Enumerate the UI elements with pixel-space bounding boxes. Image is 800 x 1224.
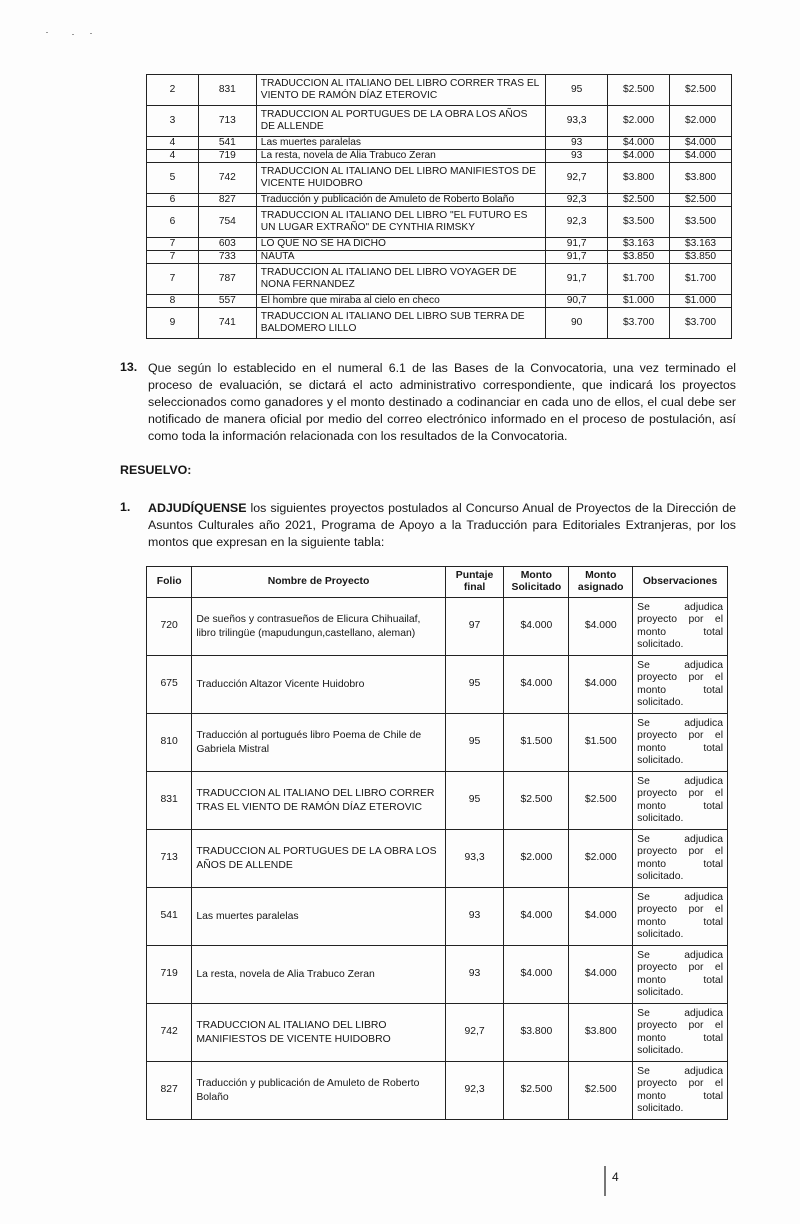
folio-cell: 827 [147,1062,192,1120]
requested-amount-cell: $1.700 [608,264,670,295]
folio-cell: 831 [147,772,192,830]
rank-cell: 4 [147,150,199,163]
requested-amount-cell: $4.000 [608,150,670,163]
project-name-cell: Traducción y publicación de Amuleto de Roberto Bolaño [256,194,545,207]
folio-cell: 713 [198,106,256,137]
score-cell: 93 [445,888,504,946]
observations-cell: Se adjudica proyecto por el monto total solicitado. [633,772,728,830]
item-13-paragraph: Que según lo establecido en el numeral 6.1 de las Bases de la Convocatoria, una vez terminado el proceso de evaluación, se dictará el acto administrativo correspondiente, que indicará los proyectos seleccionados como ganadores y el monto destinado a codinanciar en cada uno de ellos, el cual debe ser notificado de manera oficial por medio del correo electrónico informado en el proceso de postulación, así como toda la información relacionada con los resultados de la Convocatoria. [148,361,736,443]
project-name-cell: LO QUE NO SE HA DICHO [256,238,545,251]
assigned-amount-cell: $4.000 [670,137,732,150]
observations-cell: Se adjudica proyecto por el monto total solicitado. [633,1004,728,1062]
folio-cell: 831 [198,75,256,106]
table-row [147,75,732,106]
assigned-amount-cell: $4.000 [569,946,633,1004]
requested-amount-cell: $4.000 [504,888,569,946]
requested-amount-cell: $3.163 [608,238,670,251]
resuelvo-heading: RESUELVO: [120,463,192,477]
folio-cell: 810 [147,714,192,772]
table-row [147,946,728,1004]
table-row [147,251,732,264]
score-cell: 93,3 [445,830,504,888]
folio-cell: 719 [198,150,256,163]
item-1-number: 1. [120,500,131,514]
project-name-cell: La resta, novela de Alia Trabuco Zeran [192,946,445,1004]
requested-amount-cell: $3.850 [608,251,670,264]
score-cell: 91,7 [546,238,608,251]
table-row [147,150,732,163]
folio-cell: 713 [147,830,192,888]
requested-amount-cell: $2.500 [608,194,670,207]
project-name-cell: TRADUCCION AL ITALIANO DEL LIBRO CORRER TRAS EL VIENTO DE RAMÓN DÍAZ ETEROVIC [192,772,445,830]
score-cell: 93,3 [546,106,608,137]
rank-cell: 7 [147,238,199,251]
requested-amount-cell: $1.000 [608,295,670,308]
project-name-cell: TRADUCCION AL PORTUGUES DE LA OBRA LOS AÑOS DE ALLENDE [256,106,545,137]
table-row [147,163,732,194]
item-1-bold: ADJUDÍQUENSE [148,501,247,515]
folio-cell: 719 [147,946,192,1004]
score-cell: 91,7 [546,251,608,264]
project-name-cell: TRADUCCION AL ITALIANO DEL LIBRO SUB TERRA DE BALDOMERO LILLO [256,308,545,339]
table-row [147,295,732,308]
rank-cell: 8 [147,295,199,308]
scan-speck [72,34,74,35]
observations-cell: Se adjudica proyecto por el monto total solicitado. [633,656,728,714]
score-cell: 95 [546,75,608,106]
rank-cell: 4 [147,137,199,150]
observations-cell: Se adjudica proyecto por el monto total solicitado. [633,714,728,772]
score-cell: 92,7 [546,163,608,194]
rank-cell: 3 [147,106,199,137]
assigned-amount-cell: $4.000 [670,150,732,163]
rank-cell: 6 [147,207,199,238]
assigned-amount-cell: $4.000 [569,656,633,714]
assigned-amount-cell: $3.163 [670,238,732,251]
project-name-cell: De sueños y contrasueños de Elicura Chihuailaf, libro trilingüe (mapudungun,castellano, aleman) [192,598,445,656]
assigned-amount-cell: $2.000 [670,106,732,137]
table-row [147,238,732,251]
rank-cell: 5 [147,163,199,194]
folio-cell: 827 [198,194,256,207]
requested-amount-cell: $2.000 [608,106,670,137]
rank-cell: 9 [147,308,199,339]
requested-amount-cell: $4.000 [504,598,569,656]
header-folio: Folio [147,567,192,598]
project-name-cell: El hombre que miraba al cielo en checo [256,295,545,308]
project-name-cell: Las muertes paralelas [192,888,445,946]
table-row [147,598,728,656]
table-row [147,830,728,888]
requested-amount-cell: $3.700 [608,308,670,339]
folio-cell: 557 [198,295,256,308]
header-score: Puntaje final [445,567,504,598]
score-cell: 90 [546,308,608,339]
header-name: Nombre de Proyecto [192,567,445,598]
rank-cell: 7 [147,264,199,295]
table-row [147,194,732,207]
project-name-cell: Las muertes paralelas [256,137,545,150]
folio-cell: 754 [198,207,256,238]
score-cell: 97 [445,598,504,656]
score-cell: 93 [546,137,608,150]
assigned-amount-cell: $1.000 [670,295,732,308]
project-name-cell: TRADUCCION AL ITALIANO DEL LIBRO MANIFIESTOS DE VICENTE HUIDOBRO [192,1004,445,1062]
scan-speck [90,33,92,34]
assigned-amount-cell: $3.850 [670,251,732,264]
requested-amount-cell: $4.000 [608,137,670,150]
observations-cell: Se adjudica proyecto por el monto total solicitado. [633,830,728,888]
folio-cell: 541 [147,888,192,946]
requested-amount-cell: $4.000 [504,946,569,1004]
folio-cell: 787 [198,264,256,295]
award-table [146,566,728,1120]
requested-amount-cell: $3.500 [608,207,670,238]
project-name-cell: TRADUCCION AL ITALIANO DEL LIBRO MANIFIESTOS DE VICENTE HUIDOBRO [256,163,545,194]
folio-cell: 742 [147,1004,192,1062]
requested-amount-cell: $2.500 [504,1062,569,1120]
header-obs: Observaciones [633,567,728,598]
score-cell: 93 [445,946,504,1004]
requested-amount-cell: $2.500 [608,75,670,106]
ranking-table [146,74,732,339]
folio-cell: 742 [198,163,256,194]
page-number: 4 [612,1170,619,1184]
table-row [147,714,728,772]
observations-cell: Se adjudica proyecto por el monto total solicitado. [633,1062,728,1120]
score-cell: 93 [546,150,608,163]
assigned-amount-cell: $1.500 [569,714,633,772]
score-cell: 92,3 [546,207,608,238]
folio-cell: 733 [198,251,256,264]
score-cell: 92,7 [445,1004,504,1062]
project-name-cell: TRADUCCION AL ITALIANO DEL LIBRO VOYAGER DE NONA FERNANDEZ [256,264,545,295]
project-name-cell: TRADUCCION AL PORTUGUES DE LA OBRA LOS AÑOS DE ALLENDE [192,830,445,888]
header-requested: Monto Solicitado [504,567,569,598]
folio-cell: 675 [147,656,192,714]
assigned-amount-cell: $2.500 [569,1062,633,1120]
score-cell: 92,3 [445,1062,504,1120]
folio-cell: 603 [198,238,256,251]
project-name-cell: TRADUCCION AL ITALIANO DEL LIBRO CORRER TRAS EL VIENTO DE RAMÓN DÍAZ ETEROVIC [256,75,545,106]
requested-amount-cell: $4.000 [504,656,569,714]
assigned-amount-cell: $4.000 [569,598,633,656]
table-row [147,137,732,150]
project-name-cell: La resta, novela de Alia Trabuco Zeran [256,150,545,163]
item-13-number: 13. [120,360,138,374]
project-name-cell: Traducción y publicación de Amuleto de Roberto Bolaño [192,1062,445,1120]
assigned-amount-cell: $3.800 [569,1004,633,1062]
project-name-cell: TRADUCCION AL ITALIANO DEL LIBRO "EL FUTURO ES UN LUGAR EXTRAÑO" DE CYNTHIA RIMSKY [256,207,545,238]
rank-cell: 2 [147,75,199,106]
rank-cell: 7 [147,251,199,264]
rank-cell: 6 [147,194,199,207]
assigned-amount-cell: $2.500 [569,772,633,830]
requested-amount-cell: $2.500 [504,772,569,830]
score-cell: 91,7 [546,264,608,295]
assigned-amount-cell: $4.000 [569,888,633,946]
score-cell: 92,3 [546,194,608,207]
score-cell: 95 [445,656,504,714]
table-row [147,207,732,238]
assigned-amount-cell: $3.500 [670,207,732,238]
assigned-amount-cell: $3.800 [670,163,732,194]
project-name-cell: NAUTA [256,251,545,264]
table-row [147,106,732,137]
score-cell: 95 [445,714,504,772]
table-row [147,888,728,946]
requested-amount-cell: $3.800 [504,1004,569,1062]
requested-amount-cell: $2.000 [504,830,569,888]
observations-cell: Se adjudica proyecto por el monto total solicitado. [633,598,728,656]
item-1-paragraph [148,500,736,551]
item-1-text: los siguientes proyectos postulados al Concurso Anual de Proyectos de la Dirección de Asuntos Culturales año 2021, Programa de Apoyo a la Traducción para Editoriales Extranjeras, por los montos que expresan en la siguiente tabla: [148,501,736,549]
score-cell: 95 [445,772,504,830]
assigned-amount-cell: $2.500 [670,194,732,207]
assigned-amount-cell: $1.700 [670,264,732,295]
assigned-amount-cell: $2.500 [670,75,732,106]
observations-cell: Se adjudica proyecto por el monto total solicitado. [633,888,728,946]
table-row [147,1062,728,1120]
header-assigned: Monto asignado [569,567,633,598]
folio-cell: 541 [198,137,256,150]
observations-cell: Se adjudica proyecto por el monto total solicitado. [633,946,728,1004]
scan-speck [46,32,48,33]
score-cell: 90,7 [546,295,608,308]
folio-cell: 741 [198,308,256,339]
table-row [147,656,728,714]
requested-amount-cell: $1.500 [504,714,569,772]
table-row [147,264,732,295]
table-row [147,1004,728,1062]
table-row [147,308,732,339]
folio-cell: 720 [147,598,192,656]
table-row [147,772,728,830]
requested-amount-cell: $3.800 [608,163,670,194]
assigned-amount-cell: $2.000 [569,830,633,888]
project-name-cell: Traducción al portugués libro Poema de Chile de Gabriela Mistral [192,714,445,772]
page-number-rule [604,1166,606,1196]
project-name-cell: Traducción Altazor Vicente Huidobro [192,656,445,714]
assigned-amount-cell: $3.700 [670,308,732,339]
